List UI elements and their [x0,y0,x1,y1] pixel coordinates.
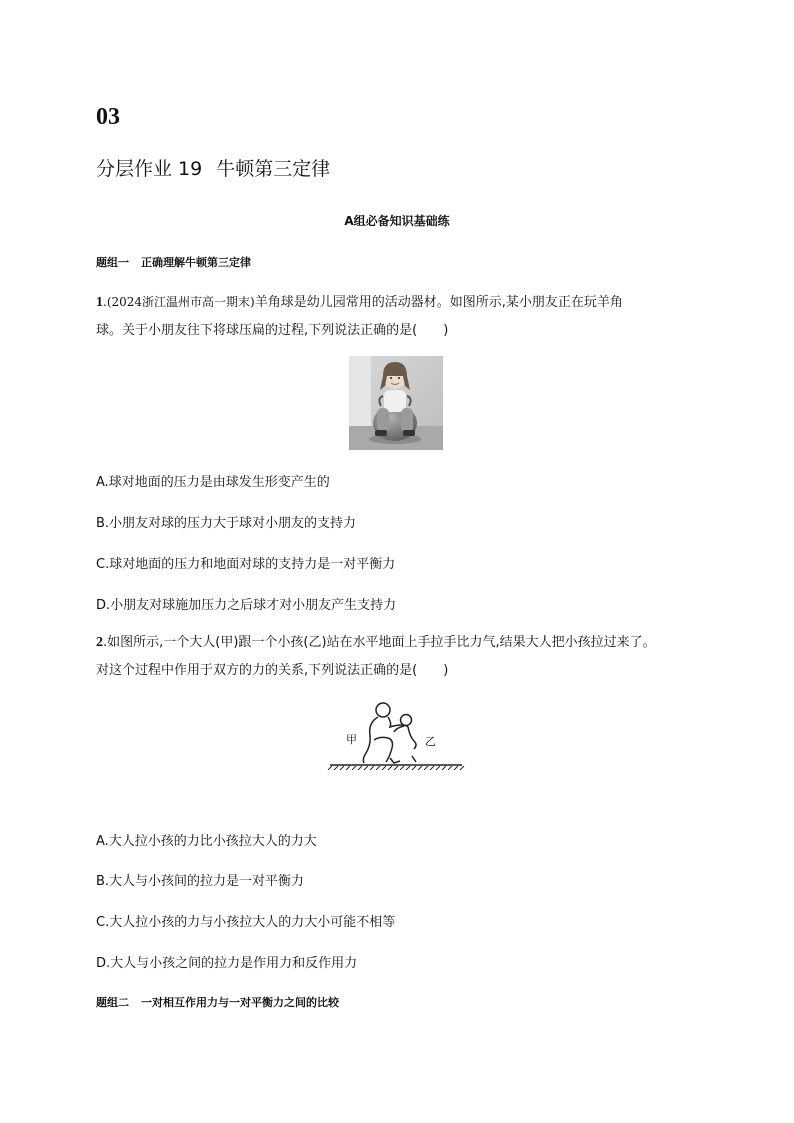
page-title [96,154,330,181]
girl-on-hopper-ball-photo [349,356,443,450]
q1-line1 [96,287,623,318]
q1-source: .(2024浙江温州市高一期末) [103,295,255,309]
q1-option-b: B.小朋友对球的压力大于球对小朋友的支持力 [96,516,357,531]
q2-option-a: A.大人拉小孩的力比小孩拉大人的力大 [96,834,317,849]
topic-2-heading [96,994,339,1010]
topic-2-text: 一对相互作用力与一对平衡力之间的比较 [141,996,339,1009]
topic-1-label: 题组一 [96,256,129,269]
q1-text-line1: 羊角球是幼儿园常用的活动器材。如图所示,某小朋友正在玩羊角 [254,295,623,310]
q1-line2: 球。关于小朋友往下将球压扁的过程,下列说法正确的是( ) [96,323,449,338]
figure-label-yi: 乙 [425,735,436,748]
title-sub: 牛顿第三定律 [216,158,331,180]
q2-option-b: B.大人与小孩间的拉力是一对平衡力 [96,874,305,889]
tug-figure [326,700,466,770]
q2-text-line1: .如图所示,一个大人(甲)跟一个小孩(乙)站在水平地面上手拉手比力气,结果大人把小孩拉过来了。 [103,635,656,650]
q1-option-d: D.小朋友对球施加压力之后球才对小朋友产生支持力 [96,598,397,613]
group-a-heading: A组必备知识基础练 [344,214,450,228]
q2-number: 2 [96,635,103,650]
figure-label-jia: 甲 [346,733,357,746]
q2-option-d: D.大人与小孩之间的拉力是作用力和反作用力 [96,956,358,971]
q1-option-c: C.球对地面的压力和地面对球的支持力是一对平衡力 [96,557,396,572]
q2-option-c: C.大人拉小孩的力与小孩拉大人的力大小可能不相等 [96,915,396,930]
q2-line1 [96,628,656,658]
topic-1-heading [96,254,251,270]
section-number: 03 [96,104,120,130]
title-main: 分层作业 19 [96,158,203,180]
q1-option-a: A.球对地面的压力是由球发生形变产生的 [96,475,330,490]
q1-number: 1 [96,295,103,310]
q2-line2: 对这个过程中作用于双方的力的关系,下列说法正确的是( ) [96,663,449,678]
topic-1-text: 正确理解牛顿第三定律 [141,256,251,269]
topic-2-label: 题组二 [96,996,129,1009]
